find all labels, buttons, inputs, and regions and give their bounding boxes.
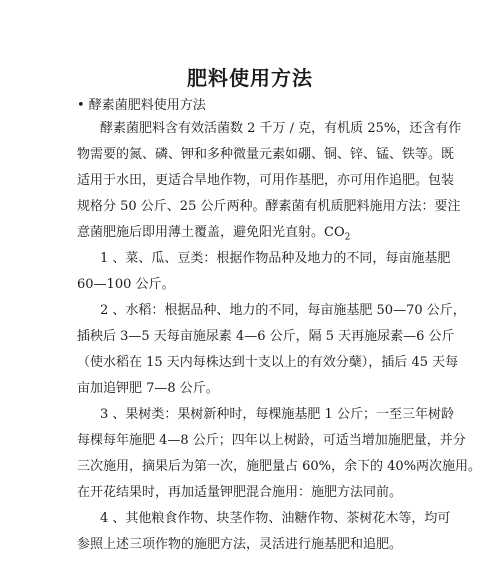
paragraph-line: （使水稻在 15 天内每株达到十支以上的有效分蘖），插后 45 天每	[77, 355, 459, 370]
paragraph-line: 2 、水稻：根据品种、地力的不同，每亩施基肥 50—70 公斤，	[100, 303, 466, 318]
paragraph-line: 3 、果树类：果树新种时，每棵施基肥 1 公斤；一至三年树龄	[100, 407, 454, 422]
paragraph-line: 4 、其他粮食作物、块茎作物、油糖作物、茶树花木等，均可	[100, 511, 451, 526]
paragraph-line: 意菌肥施后即用薄土覆盖，避免阳光直射。$CO_2$	[77, 225, 351, 243]
paragraph-line: 规格分 50 公斤、25 公斤两种。酵素菌有机质肥料施用方法：要注	[77, 199, 461, 214]
document-title: 肥料使用方法	[187, 66, 313, 90]
paragraph-line: 三次施用，摘果后为第一次，施肥量占 60%，余下的 40%两次施用。	[77, 459, 482, 474]
paragraph-line: 60—100 公斤。	[77, 277, 175, 292]
paragraph-line: 酵素菌肥料含有效活菌数 2 千万 / 克，有机质 25%，还含有作	[100, 121, 462, 136]
paragraph-line: 适用于水田，更适合旱地作物，可用作基肥，亦可用作追肥。包装	[77, 173, 455, 188]
paragraph-line: 参照上述三项作物的施肥方法，灵活进行施基肥和追肥。	[77, 537, 403, 552]
paragraph-line: 每棵每年施肥 4—8 公斤；四年以上树龄，可适当增加施肥量，并分	[77, 433, 466, 448]
subscript: 2	[344, 232, 351, 243]
paragraph-line: 1 、菜、瓜、豆类：根据作物品种及地力的不同，每亩施基肥	[100, 251, 451, 266]
paragraph-line: 亩加追钾肥 7—8 公斤。	[77, 381, 219, 396]
paragraph-line: 插秧后 3—5 天每亩施尿素 4—6 公斤，隔 5 天再施尿素—6 公斤	[77, 329, 455, 344]
paragraph-line: 物需要的氮、磷、钾和多种微量元素如硼、铜、锌、锰、铁等。既	[77, 147, 455, 162]
paragraph-line: 在开花结果时，再加适量钾肥混合施用：施肥方法同前。	[77, 485, 403, 500]
section-heading: • 酵素菌肥料使用方法	[77, 98, 206, 113]
